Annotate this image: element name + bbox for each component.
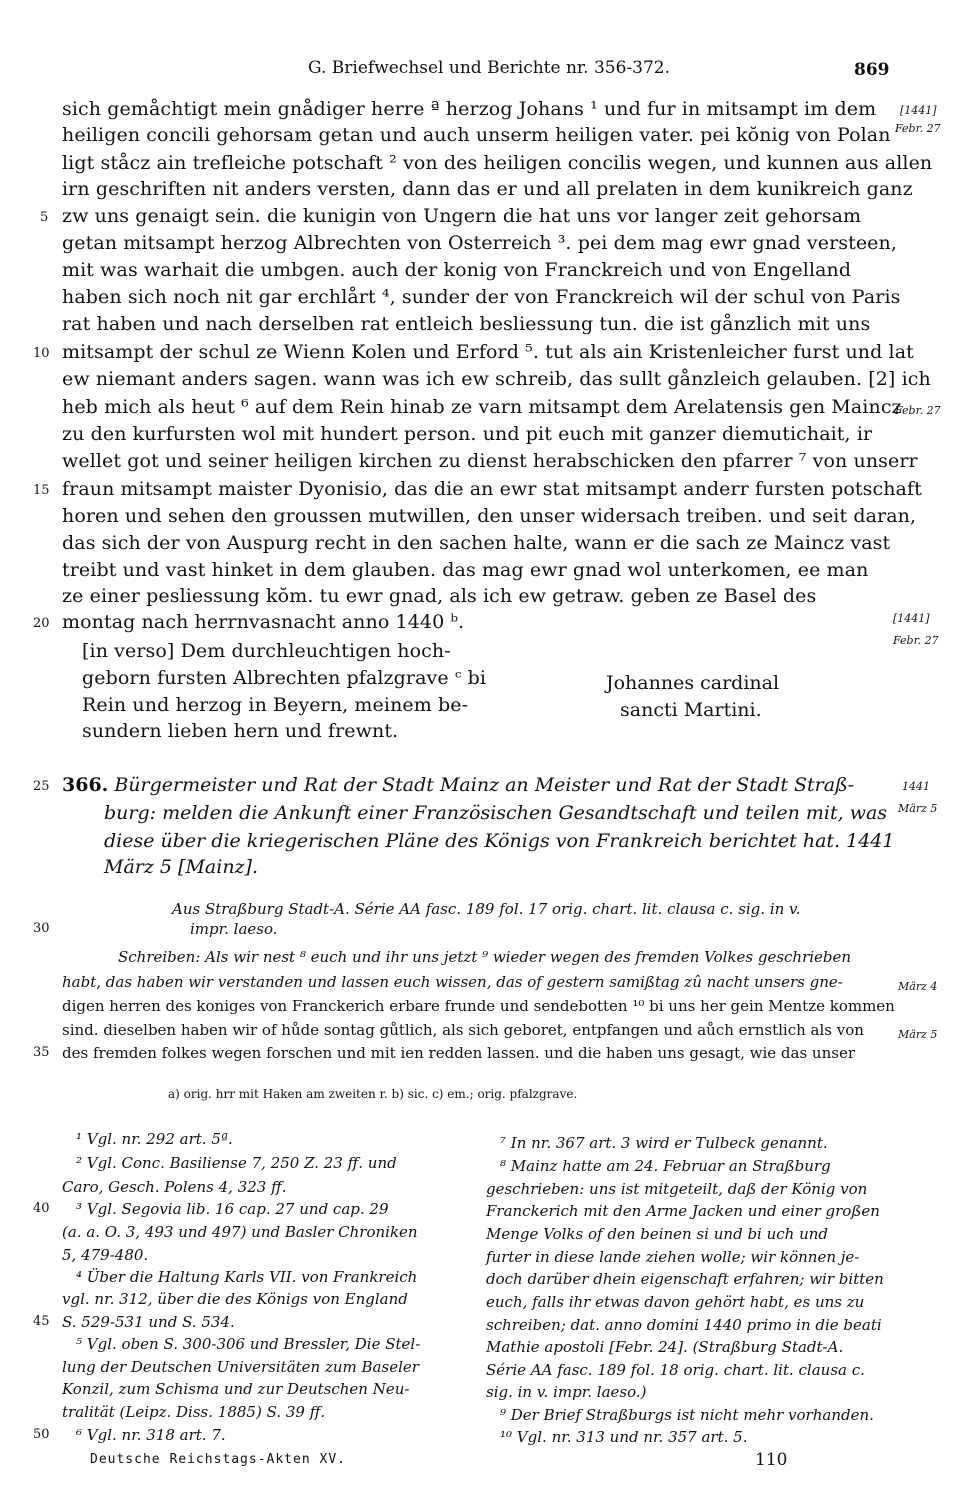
signature-line: sancti Martini. — [620, 699, 762, 721]
text-line: ze einer pesliessung kŏm. tu ewr gnad, als ich ew getraw. geben ze Basel des — [62, 585, 817, 607]
sheet-number: 110 — [755, 1450, 788, 1470]
letter-line: des fremden folkes wegen forschen und mit ien redden lassen. und die haben uns gesagt, wie das unser — [62, 1044, 855, 1062]
line-number: 10 — [33, 346, 50, 361]
margin-date: Febr. 27 — [895, 404, 941, 417]
margin-date: März 5 — [898, 1028, 938, 1041]
line-number: 25 — [33, 779, 50, 794]
document-number: 366. — [62, 774, 109, 796]
footnote-line: schreiben; dat. anno domini 1440 primo in die beati — [486, 1316, 882, 1334]
margin-date: Febr. 27 — [895, 122, 941, 135]
verso-line: Rein und herzog in Beyern, meinem be- — [82, 694, 469, 716]
footnote-line: ⁹ Der Brief Straßburgs ist nicht mehr vorhanden. — [500, 1406, 874, 1424]
margin-date: März 4 — [898, 980, 938, 993]
series-title: Deutsche Reichstags-Akten XV. — [90, 1452, 346, 1467]
footnote-line: ³ Vgl. Segovia lib. 16 cap. 27 und cap. 29 — [76, 1200, 389, 1218]
page-number: 869 — [854, 60, 890, 80]
regest — [62, 774, 854, 796]
line-number: 20 — [33, 616, 50, 631]
text-line: ew niemant anders sagen. wann was ich ew schreib, das sullt gånzleich gelauben. [2] ich — [62, 368, 931, 390]
line-number: 5 — [40, 210, 49, 225]
letter-line: Schreiben: Als wir nest ⁸ euch und ihr uns jetzt ⁹ wieder wegen des fremden Volkes geschrieben — [118, 948, 852, 966]
regest-line: diese über die kriegerischen Pläne des Königs von Frankreich berichtet hat. 1441 — [104, 830, 895, 852]
footnote-line: ¹ Vgl. nr. 292 art. 5ª. — [76, 1130, 233, 1148]
footnote-line: ⁴ Über die Haltung Karls VII. von Frankreich — [76, 1268, 418, 1286]
margin-date: März 5 — [898, 802, 938, 815]
footnote-line: S. 529-531 und S. 534. — [62, 1313, 235, 1331]
text-line: getan mitsampt herzog Albrechten von Osterreich ³. pei dem mag ewr gnad versteen, — [62, 232, 897, 254]
text-line: zu den kurfursten wol mit hundert person. und pit euch mit ganzer diemutichait, ir — [62, 423, 873, 445]
footnote-line: Franckerich mit den Arme Jacken und einer großen — [486, 1202, 880, 1220]
letter-line: sind. dieselben haben wir of hůde sontag gůtlich, als sich geboret, entpfangen und aůch ernstlich als von — [62, 1021, 864, 1039]
line-number: 45 — [33, 1314, 50, 1329]
text-line: horen und sehen den groussen mutwillen, den unser widersach treiben. und seit daran, — [62, 505, 917, 527]
footnote-line: geschrieben: uns ist mitgeteilt, daß der König von — [486, 1180, 868, 1198]
text-line: mit was warhait die umbgen. auch der konig von Franckreich und von Engelland — [62, 259, 852, 281]
footnote-line: sig. in v. impr. laeso.) — [486, 1383, 647, 1401]
text-line: irn geschriften nit anders versten, dann das er und all prelaten in dem kunikreich ganz — [62, 178, 913, 200]
footnote-line: Caro, Gesch. Polens 4, 323 ff. — [62, 1178, 287, 1196]
line-number: 50 — [33, 1427, 50, 1442]
footnote-line: euch, falls ihr etwas davon gehört habt, es uns zu — [486, 1293, 865, 1311]
signature-line: Johannes cardinal — [606, 672, 780, 694]
line-number: 30 — [33, 921, 50, 936]
text-line: heiligen concili gehorsam getan und auch unserm heiligen vater. pei kŏnig von Polan — [62, 124, 891, 146]
footnote-line: ⁵ Vgl. oben S. 300-306 und Bressler, Die Stel- — [76, 1335, 421, 1353]
text-line: haben sich noch nit gar erchlårt ⁴, sunder der von Franckreich wil der schul von Paris — [62, 286, 901, 308]
footnote-line: Série AA fasc. 189 fol. 18 orig. chart. lit. clausa c. — [486, 1361, 865, 1379]
text-line: das sich der von Auspurg recht in den sachen halte, wann er die sach ze Maincz vast — [62, 532, 891, 554]
running-title: G. Briefwechsel und Berichte nr. 356-372. — [308, 58, 671, 78]
footnote-line: Konzil, zum Schisma und zur Deutschen Neu- — [62, 1380, 410, 1398]
margin-date: [1441] — [900, 104, 937, 117]
margin-date: Febr. 27 — [893, 634, 939, 647]
footnote-line: (a. a. O. 3, 493 und 497) und Basler Chroniken — [62, 1223, 418, 1241]
footnote-line: tralität (Leipz. Diss. 1885) S. 39 ff. — [62, 1403, 326, 1421]
footnote-line: 5, 479-480. — [62, 1246, 149, 1264]
text-line: mitsampt der schul ze Wienn Kolen und Erford ⁵. tut als ain Kristenleicher furst und lat — [62, 341, 914, 363]
footnote-line: lung der Deutschen Universitäten zum Baseler — [62, 1358, 419, 1376]
footnote-line: ¹⁰ Vgl. nr. 313 und nr. 357 art. 5. — [500, 1428, 748, 1446]
text-line: fraun mitsampt maister Dyonisio, das die an ewr stat mitsampt anderr fursten potschaft — [62, 478, 922, 500]
text-line: zw uns genaigt sein. die kunigin von Ungern die hat uns vor langer zeit gehorsam — [62, 205, 862, 227]
verso-line: [in verso] Dem durchleuchtigen hoch- — [82, 640, 451, 662]
text-line: heb mich als heut ⁶ auf dem Rein hinab ze varn mitsampt dem Arelatensis gen Maincz — [62, 396, 902, 418]
letter-line: digen herren des koniges von Franckerich erbare frunde und sendebotten ¹⁰ bi uns her gein Mentze kommen — [62, 997, 895, 1015]
footnote-line: ⁶ Vgl. nr. 318 art. 7. — [76, 1426, 226, 1444]
verso-line: geborn fursten Albrechten pfalzgrave ᶜ bi — [82, 667, 487, 689]
footnote-line: Menge Volks of den beinen si und bi uch und — [486, 1225, 829, 1243]
footnote-line: doch darüber dhein eigenschaft erfahren; wir bitten — [486, 1270, 884, 1288]
line-number: 15 — [33, 483, 50, 498]
text-line: sich gemåchtigt mein gnådiger herre ª herzog Johans ¹ und fur in mitsampt im dem — [62, 98, 877, 120]
margin-date: 1441 — [902, 780, 930, 793]
source-line: impr. laeso. — [190, 920, 278, 938]
text-line: ligt ståcz ain trefleiche potschaft ² von des heiligen concilis wegen, und kunnen aus allen — [62, 152, 933, 174]
variant-apparatus: a) orig. hrr mit Haken am zweiten r. b) sic. c) em.; orig. pfalzgrave. — [168, 1087, 578, 1101]
footnote-line: ⁷ In nr. 367 art. 3 wird er Tulbeck genannt. — [500, 1134, 828, 1152]
line-number: 35 — [33, 1045, 50, 1060]
text-line: wellet got und seiner heiligen kirchen zu dienst herabschicken den pfarrer ⁷ von unserr — [62, 450, 918, 472]
regest-line: Bürgermeister und Rat der Stadt Mainz an Meister und Rat der Stadt Straß- — [114, 774, 855, 796]
verso-line: sundern lieben hern und frewnt. — [82, 720, 399, 742]
regest-line: burg: melden die Ankunft einer Französischen Gesandtschaft und teilen mit, was — [104, 802, 888, 824]
letter-line: habt, das haben wir verstanden und lassen euch wissen, das of gestern samißtag zû nacht unsers gne- — [62, 973, 843, 991]
source-line: Aus Straßburg Stadt-A. Série AA fasc. 189 fol. 17 orig. chart. lit. clausa c. sig. in v. — [172, 900, 801, 918]
margin-date: [1441] — [893, 612, 930, 625]
footnote-line: ⁸ Mainz hatte am 24. Februar an Straßburg — [500, 1157, 831, 1175]
line-number: 40 — [33, 1201, 50, 1216]
text-line: montag nach herrnvasnacht anno 1440 ᵇ. — [62, 611, 465, 633]
footnote-line: vgl. nr. 312, über die des Königs von England — [62, 1290, 408, 1308]
text-line: treibt und vast hinket in dem glauben. das mag ewr gnad wol unterkomen, ee man — [62, 559, 869, 581]
footnote-line: Mathie apostoli [Febr. 24]. (Straßburg Stadt-A. — [486, 1338, 844, 1356]
regest-line: März 5 [Mainz]. — [104, 856, 259, 878]
text-line: rat haben und nach derselben rat entleich besliessung tun. die ist gånzlich mit uns — [62, 313, 871, 335]
footnote-line: furter in diese lande ziehen wolle; wir können je- — [486, 1248, 860, 1266]
footnote-line: ² Vgl. Conc. Basiliense 7, 250 Z. 23 ff. und — [76, 1154, 397, 1172]
